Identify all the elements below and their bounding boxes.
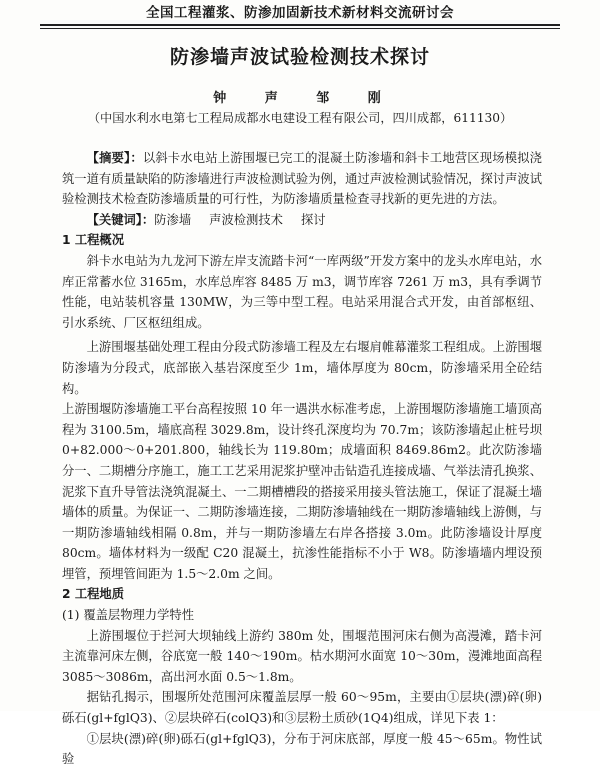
- section-2-paragraph-2: 据钻孔揭示，围堰所处范围河床覆盖层厚一般 60～95m，主要由①层块(漂)碎(卵)砾石(gl+fglQ3)、②层块碎石(colQ3)和③层粉土质砂(1Q4)组成，详见下表 1：: [62, 690, 542, 726]
- keywords-label: 【关键词】：: [86, 211, 155, 227]
- section-1-heading: 1 工程概况: [62, 233, 125, 248]
- running-header: 全国工程灌浆、防渗加固新技术新材料交流研讨会: [40, 2, 560, 26]
- section-2-1-heading: (1) 覆盖层物理力学特性: [62, 608, 194, 623]
- abstract: [62, 148, 542, 210]
- paper-body: [62, 148, 542, 770]
- author-2: 邹 刚: [316, 91, 387, 106]
- abstract-label: 【摘要】：: [86, 150, 143, 165]
- section-1-paragraph-3: 上游围堰防渗墙施工平台高程按照 10 年一遇洪水标准考虑，上游围堰防渗墙施工墙顶高程为 3100.5m，墙底高程 3029.8m，设计终孔深度均为 70.7m；该防渗墙起止桩号坝0+82.000～0+201.800，轴线长为 119.80m；成墙面积 8469.86m2。此次防渗墙分一、二期槽分序施工，施工工艺采用泥浆护壁冲击钻造孔连接成墙、气举法清孔换浆、泥浆下直升导管法浇筑混凝土、一二期槽槽段的搭接采用接头管法施工，保证了混凝土墙墙体的质量。为保证一、二期防渗墙连接，二期防渗墙轴线在一期防渗墙轴线上游侧，与一期防渗墙轴线相隔 0.8m，并与一期防渗墙左右岸各搭接 3.0m。此防渗墙设计厚度 80cm。墙体材料为一级配 C20 混凝土，抗渗性能指标不小于 W8。防渗墙墙内埋设预埋管，预埋管间距为 1.5～2.0m 之间。: [62, 402, 542, 581]
- authors: [0, 87, 600, 106]
- section-1-paragraph-2: 上游围堰基础处理工程由分段式防渗墙工程及左右堰肩帷幕灌浆工程组成。上游围堰防渗墙为分段式，底部嵌入基岩深度至少 1m，墙体厚度为 80cm，防渗墙采用全砼结构。: [62, 340, 542, 396]
- section-2-paragraph-3: ①层块(漂)碎(卵)砾石(gl+fglQ3)，分布于河床底部，厚度一般 45～65m。物性试验: [62, 731, 542, 767]
- keyword-2: 声波检测技术: [209, 212, 283, 227]
- section-1-paragraph-1: 斜卡水电站为九龙河下游左岸支流踏卡河“一库两级”开发方案中的龙头水库电站，水库正常蓄水位 3165m，水库总库容 8485 万 m3，调节库容 7261 万 m3，具有季调节性能，电站装机容量 130MW，为三等中型工程。电站采用混合式开发，由首部枢纽、引水系统、厂区枢纽组成。: [62, 253, 542, 330]
- section-2-paragraph-1: 上游围堰位于拦河大坝轴线上游约 380m 处，围堰范围河床右侧为高漫滩，踏卡河主流靠河床左侧，谷底宽一般 140～190m。枯水期河水面宽 10～30m，漫滩地面高程 3085～3086m，高出河水面 0.5～1.8m。: [62, 628, 542, 684]
- abstract-text: 以斜卡水电站上游围堰已完工的混凝土防渗墙和斜卡工地营区现场模拟浇筑一道有质量缺陷的防渗墙进行声波检测试验为例，通过声波检测试验情况，探讨声波试验检测技术检查防渗墙质量的可行性，为防渗墙质量检查寻找新的更先进的方法。: [62, 151, 542, 207]
- keywords: [62, 210, 542, 231]
- keyword-3: 探讨: [300, 212, 326, 227]
- keyword-1: 防渗墙: [154, 212, 192, 227]
- affiliation: （中国水利水电第七工程局成都水电建设工程有限公司，四川成都，611130）: [87, 111, 513, 125]
- author-1: 钟 声: [213, 91, 284, 106]
- paper-title: 防渗墙声波试验检测技术探讨: [169, 46, 430, 68]
- section-2-heading: 2 工程地质: [62, 587, 125, 602]
